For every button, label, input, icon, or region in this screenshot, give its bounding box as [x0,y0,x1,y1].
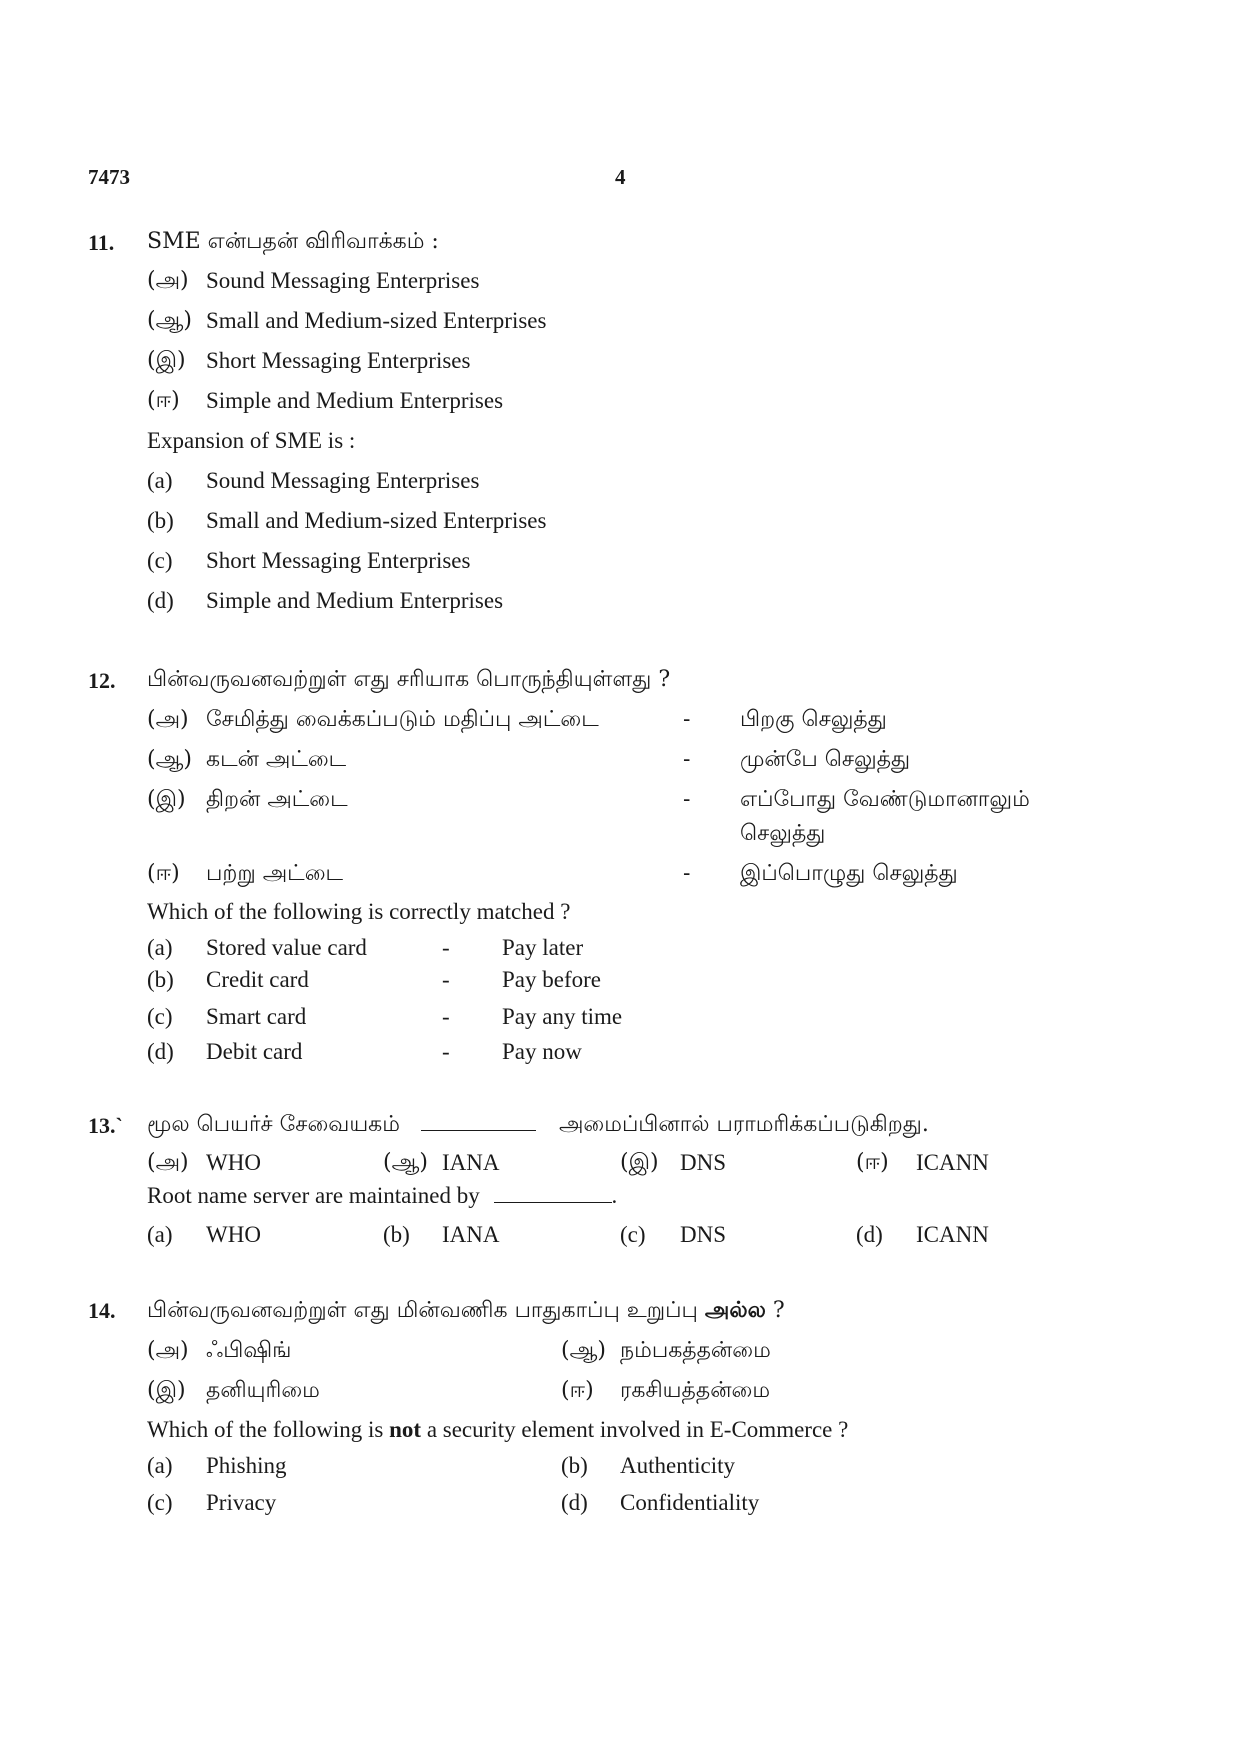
option-text: Simple and Medium Enterprises [206,588,504,613]
question-text-english: Expansion of SME is : [147,428,356,453]
match-dash: - [442,935,450,960]
match-dash: - [442,967,450,992]
option-label: (a) [147,1222,173,1247]
option-label: (c) [620,1222,646,1247]
option-text: நம்பகத்தன்மை [620,1338,771,1363]
match-right: எப்போது வேண்டுமானாலும் [740,787,1030,812]
question-text-tamil [147,1297,785,1326]
match-right: இப்பொழுது செலுத்து [740,861,958,886]
option-text: DNS [680,1150,727,1175]
option-text: ICANN [916,1150,989,1175]
option-text: Short Messaging Enterprises [206,548,471,573]
option-label: (a) [147,935,173,960]
option-label: (d) [856,1222,883,1247]
match-left: பற்று அட்டை [206,861,344,886]
option-text: IANA [442,1222,500,1247]
option-label: (a) [147,468,173,493]
option-label: (இ) [147,787,186,812]
question-text-tamil [147,1112,929,1140]
option-text: Sound Messaging Enterprises [206,268,480,293]
question-text-tamil: பின்வருவனவற்றுள் எது சரியாக பொருந்தியுள்ளது ? [147,667,671,692]
option-text: ஃபிஷிங் [206,1338,292,1363]
match-left: Smart card [206,1004,307,1029]
match-left: Debit card [206,1039,303,1064]
match-dash: - [683,747,691,772]
option-label: (b) [561,1453,588,1478]
question-text-part: பின்வருவனவற்றுள் எது மின்வணிக பாதுகாப்பு உறுப்பு [147,1298,698,1323]
page-number: 4 [615,165,626,189]
option-label: (ஈ) [147,388,180,413]
question-text-emphasis: அல்ல [704,1297,766,1323]
option-label: (c) [147,548,173,573]
option-text: WHO [206,1222,261,1247]
question-text-part: Root name server are maintained by [147,1183,480,1208]
option-label: (இ) [147,348,186,373]
option-text: Confidentiality [620,1490,760,1515]
option-label: (b) [147,508,174,533]
option-text: Privacy [206,1490,277,1515]
option-label: (ஆ) [383,1150,428,1175]
option-text: Short Messaging Enterprises [206,348,471,373]
match-dash: - [442,1004,450,1029]
match-dash: - [683,787,691,812]
match-right: பிறகு செலுத்து [740,707,887,732]
answer-blank [494,1202,612,1203]
option-text: ICANN [916,1222,989,1247]
match-dash: - [683,707,691,732]
question-text-tamil: SME என்பதன் விரிவாக்கம் : [147,229,439,254]
match-right: முன்பே செலுத்து [740,747,911,772]
match-left: கடன் அட்டை [206,747,347,772]
option-label: (b) [383,1222,410,1247]
question-text-emphasis: not [389,1417,422,1442]
question-text-english [147,1183,617,1209]
option-label: (அ) [147,268,189,293]
exam-code: 7473 [88,165,130,189]
option-label: (b) [147,967,174,992]
option-text: Small and Medium-sized Enterprises [206,508,547,533]
match-right: Pay later [502,935,584,960]
question-text-english: Which of the following is correctly matched ? [147,899,571,924]
option-label: (c) [147,1004,173,1029]
question-text-part: ? [772,1298,785,1323]
option-text: Sound Messaging Enterprises [206,468,480,493]
question-text-english [147,1417,848,1443]
question-text-part: Which of the following is [147,1417,384,1442]
option-label: (ஆ) [147,747,192,772]
option-text: Small and Medium-sized Enterprises [206,308,547,333]
option-label: (அ) [147,1338,189,1363]
option-label: (இ) [620,1150,659,1175]
option-label: (அ) [147,707,189,732]
option-text: Simple and Medium Enterprises [206,388,504,413]
option-label: (ஆ) [147,308,192,333]
question-text-part: . [611,1183,618,1208]
match-left: Stored value card [206,935,367,960]
question-text-part: a security element involved in E-Commerce ? [426,1417,849,1442]
option-label: (ஈ) [856,1150,889,1175]
option-label: (d) [147,588,174,613]
option-label: (ஈ) [561,1378,594,1403]
answer-blank [421,1130,536,1131]
question-number: 13.` [88,1113,123,1138]
option-label: (ஆ) [561,1338,606,1363]
option-label: (ஈ) [147,861,180,886]
option-label: (c) [147,1490,173,1515]
question-text-part: மூல பெயர்ச் சேவையகம் [147,1112,400,1137]
match-left: சேமித்து வைக்கப்படும் மதிப்பு அட்டை [206,707,599,732]
option-label: (d) [561,1490,588,1515]
option-text: DNS [680,1222,727,1247]
option-text: ரகசியத்தன்மை [620,1378,771,1403]
option-text: WHO [206,1150,261,1175]
option-text: Phishing [206,1453,287,1478]
question-number: 14. [88,1298,116,1323]
option-text: தனியுரிமை [206,1378,320,1403]
question-text-part: அமைப்பினால் பராமரிக்கப்படுகிறது. [558,1112,929,1137]
option-text: IANA [442,1150,500,1175]
match-dash: - [442,1039,450,1064]
match-right: Pay now [502,1039,582,1064]
option-label: (a) [147,1453,173,1478]
match-right-continued: செலுத்து [740,821,826,846]
question-number: 11. [88,230,115,255]
match-left: Credit card [206,967,309,992]
match-left: திறன் அட்டை [206,787,348,812]
option-label: (இ) [147,1378,186,1403]
option-label: (அ) [147,1150,189,1175]
question-number: 12. [88,668,116,693]
match-dash: - [683,861,691,886]
match-right: Pay any time [502,1004,623,1029]
match-right: Pay before [502,967,601,992]
option-text: Authenticity [620,1453,735,1478]
option-label: (d) [147,1039,174,1064]
